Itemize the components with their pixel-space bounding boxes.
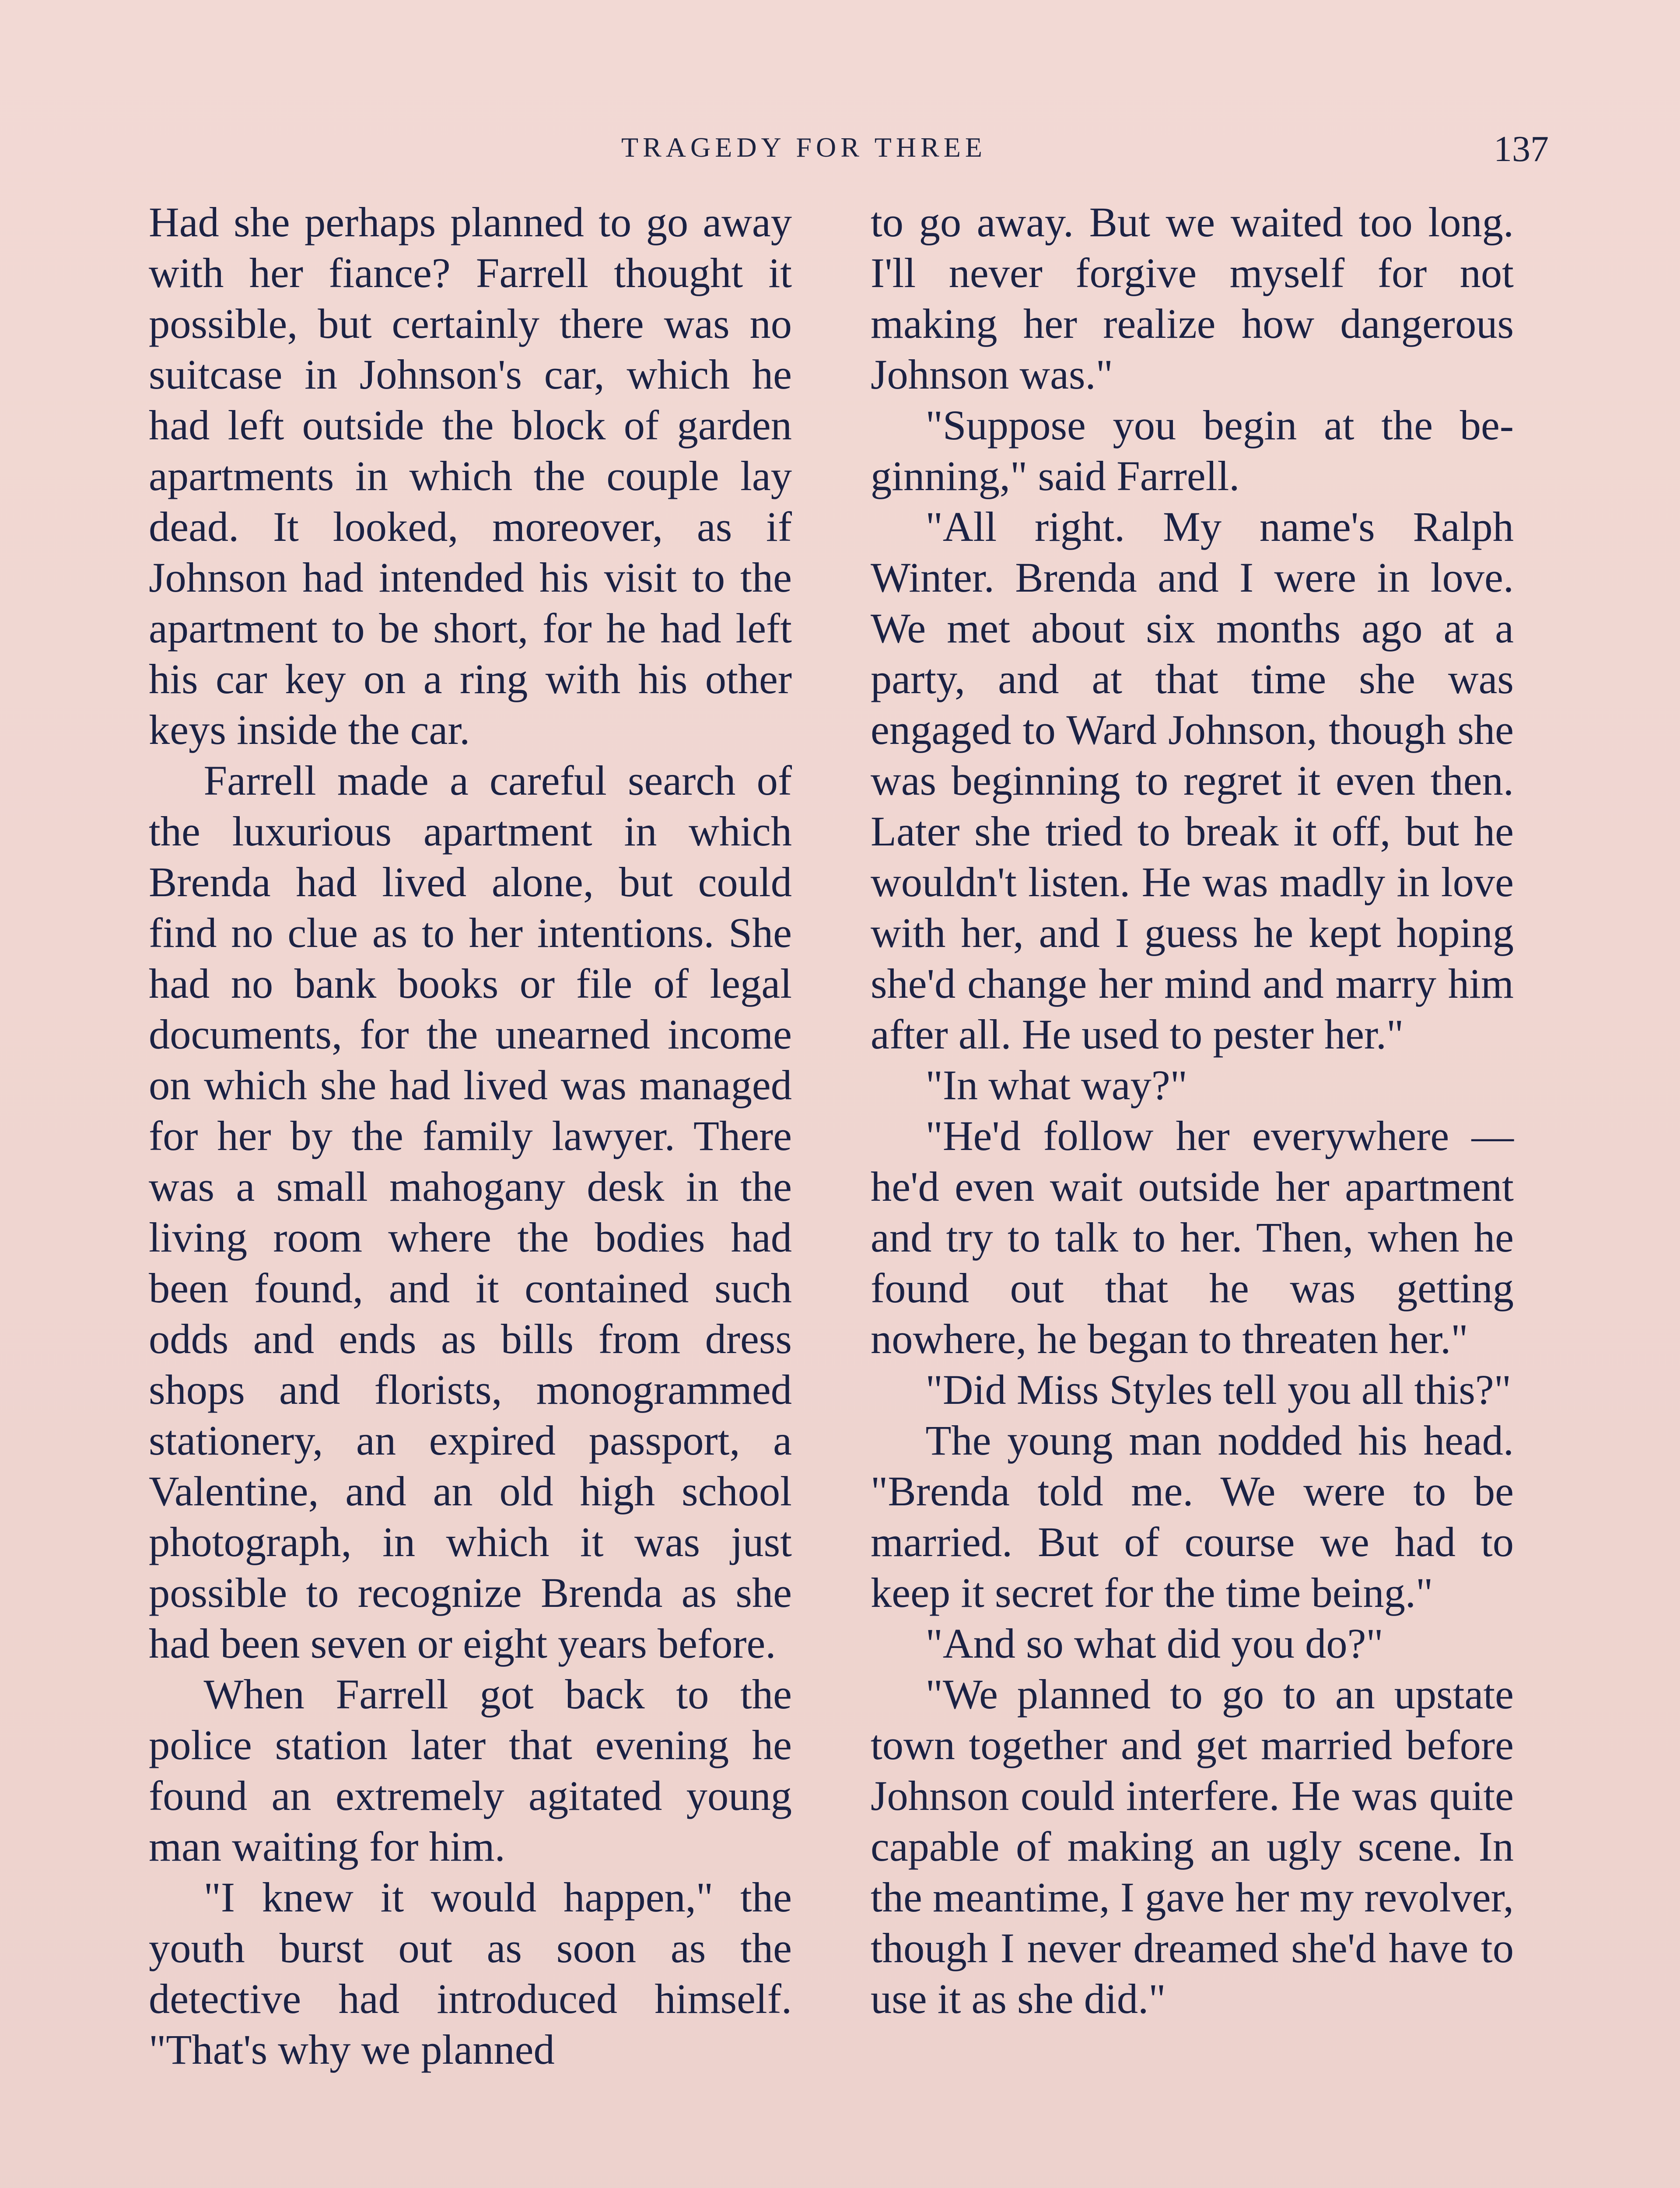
paragraph: Farrell made a careful search of the luxurious apartment in which Brenda had lived alone, but could find no clue as to her intentions. She had no bank books or file of legal documents, for the unearned income on which she had lived was managed for her by the family lawyer. There was a small mahogany desk in the living room where the bodies had been found, and it contained such odds and ends as bills from dress shops and florists, monogrammed stationery, an expired passport, a Valentine, and an old high school photograph, in which it was just possible to recognize Brenda as she had been seven or eight years before.: [149, 757, 792, 1667]
paragraph: "And so what did you do?": [925, 1620, 1383, 1667]
paragraph: "I knew it would happen," the youth burst out as soon as the detective had introduced himself. "That's why we planned: [149, 1874, 792, 2073]
paragraph: When Farrell got back to the police station later that evening he found an extremely agitated young man waiting for him.: [149, 1671, 792, 1870]
paragraph: "Did Miss Styles tell you all this?": [925, 1366, 1512, 1413]
paragraph: to go away. But we waited too long. I'll never forgive myself for not making her realize how dangerous Johnson was.": [871, 199, 1514, 398]
paragraph: "In what way?": [925, 1062, 1188, 1108]
page-number: 137: [1494, 129, 1549, 169]
paragraph: The young man nodded his head. "Brenda told me. We were to be married. But of course we had to keep it secret for the time being.": [871, 1417, 1514, 1616]
running-head: TRAGEDY FOR THREE: [621, 132, 987, 163]
left-text-column: [149, 197, 792, 2075]
paragraph: "Suppose you begin at the beginning," said Farrell.: [871, 402, 1514, 499]
paragraph: Had she perhaps planned to go away with her fiance? Farrell thought it possible, but certainly there was no suitcase in Johnson's car, which he had left outside the block of garden apartments in which the couple lay dead. It looked, moreover, as if Johnson had intended his visit to the apartment to be short, for he had left his car key on a ring with his other keys inside the car.: [149, 199, 792, 753]
paragraph: "We planned to go to an upstate town together and get married before Johnson could interfere. He was quite capable of making an ugly scene. In the meantime, I gave her my revolver, though I never dreamed she'd have to use it as she did.": [871, 1671, 1514, 2022]
right-text-column: [871, 197, 1514, 2024]
paragraph: "He'd follow her everywhere —he'd even wait outside her apartment and try to talk to her. Then, when he found out that he was getting nowhere, he began to threaten her.": [871, 1112, 1514, 1362]
paragraph: "All right. My name's Ralph Winter. Brenda and I were in love. We met about six months ago at a party, and at that time she was engaged to Ward Johnson, though she was beginning to regret it even then. Later she tried to break it off, but he wouldn't listen. He was madly in love with her, and I guess he kept hoping she'd change her mind and marry him after all. He used to pester her.": [871, 503, 1514, 1058]
